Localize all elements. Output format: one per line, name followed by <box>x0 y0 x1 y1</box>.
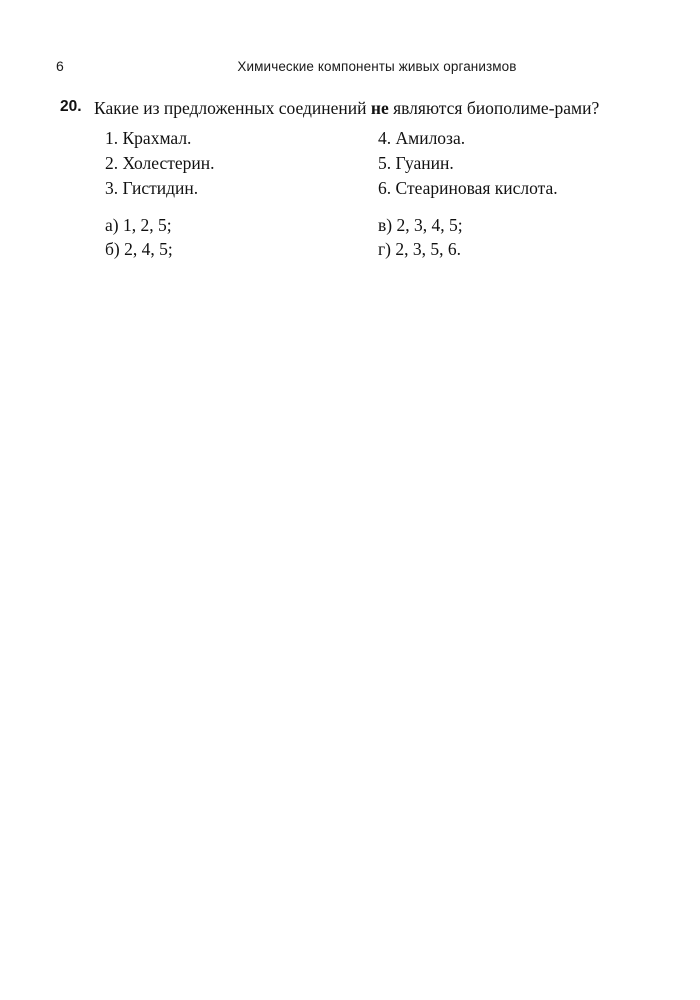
answer-items-list <box>60 126 646 262</box>
answer-item-6: 6. Стеариновая кислота. <box>378 177 558 198</box>
running-title: Химические компоненты живых организмов <box>237 59 517 74</box>
answer-item-5: 5. Гуанин. <box>378 152 454 173</box>
answer-item-2: 2. Холестерин. <box>105 152 215 173</box>
question-text-part2: являются биополиме-рами? <box>388 98 600 118</box>
page-number: 6 <box>56 58 64 74</box>
page-body <box>60 97 646 262</box>
option-a: а) 1, 2, 5; <box>105 214 172 235</box>
question-number: 20. <box>60 98 82 115</box>
answer-item-1: 1. Крахмал. <box>105 128 192 149</box>
answer-item-3: 3. Гистидин. <box>105 177 199 198</box>
list-item <box>94 237 646 262</box>
option-g: г) 2, 3, 5, 6. <box>378 239 462 260</box>
list-item <box>94 151 646 176</box>
list-item <box>94 213 646 238</box>
question-text-emphasis: не <box>370 98 389 118</box>
question-text <box>94 97 646 120</box>
page-header <box>56 58 644 74</box>
answer-options-list <box>94 213 646 263</box>
list-item <box>94 176 646 201</box>
option-b: б) 2, 4, 5; <box>105 239 173 260</box>
answer-item-4: 4. Амилоза. <box>378 128 466 149</box>
question-block <box>60 97 646 120</box>
question-text-part1: Какие из предложенных соединений <box>94 98 371 118</box>
option-v: в) 2, 3, 4, 5; <box>378 214 463 235</box>
list-item <box>94 126 646 151</box>
